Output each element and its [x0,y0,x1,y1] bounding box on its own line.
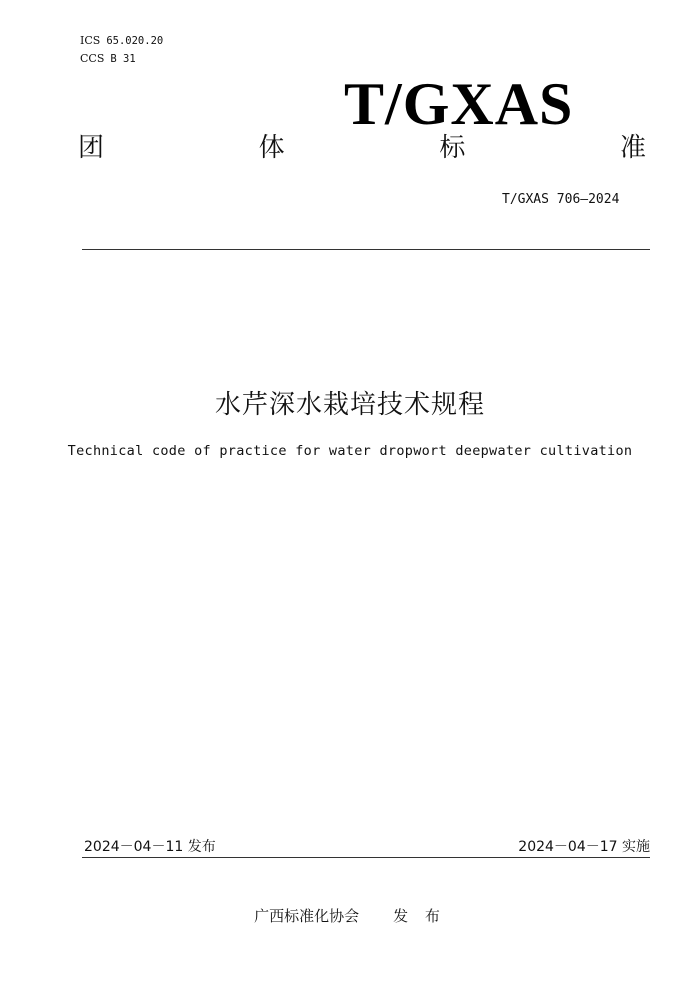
header-divider [82,249,650,250]
ccs-code: B 31 [110,53,136,65]
issuer-action: 发 布 [393,907,446,925]
ccs-line [80,50,163,68]
footer-divider [82,857,650,858]
ics-code: 65.020.20 [106,35,164,47]
category-char: 团 [78,133,105,163]
implement-date: 2024－04－17 实施 [518,839,650,855]
ics-line [80,32,163,50]
category-char: 准 [619,133,646,163]
category-char: 体 [258,133,285,163]
publish-date: 2024－04－11 发布 [84,839,216,855]
standard-category [78,135,646,161]
issuer-org: 广西标准化协会 [254,907,360,925]
standard-number: T/GXAS 706—2024 [502,192,620,207]
category-char: 标 [439,133,466,163]
ccs-label: CCS [80,52,105,65]
classification-block [80,32,163,68]
standard-logo: T/GXAS [344,71,574,137]
document-title-cn: 水芹深水栽培技术规程 [214,390,485,420]
issuer-line [0,905,700,926]
ics-label: ICS [80,34,101,47]
document-title-en: Technical code of practice for water dropwort deepwater cultivation [67,443,633,459]
